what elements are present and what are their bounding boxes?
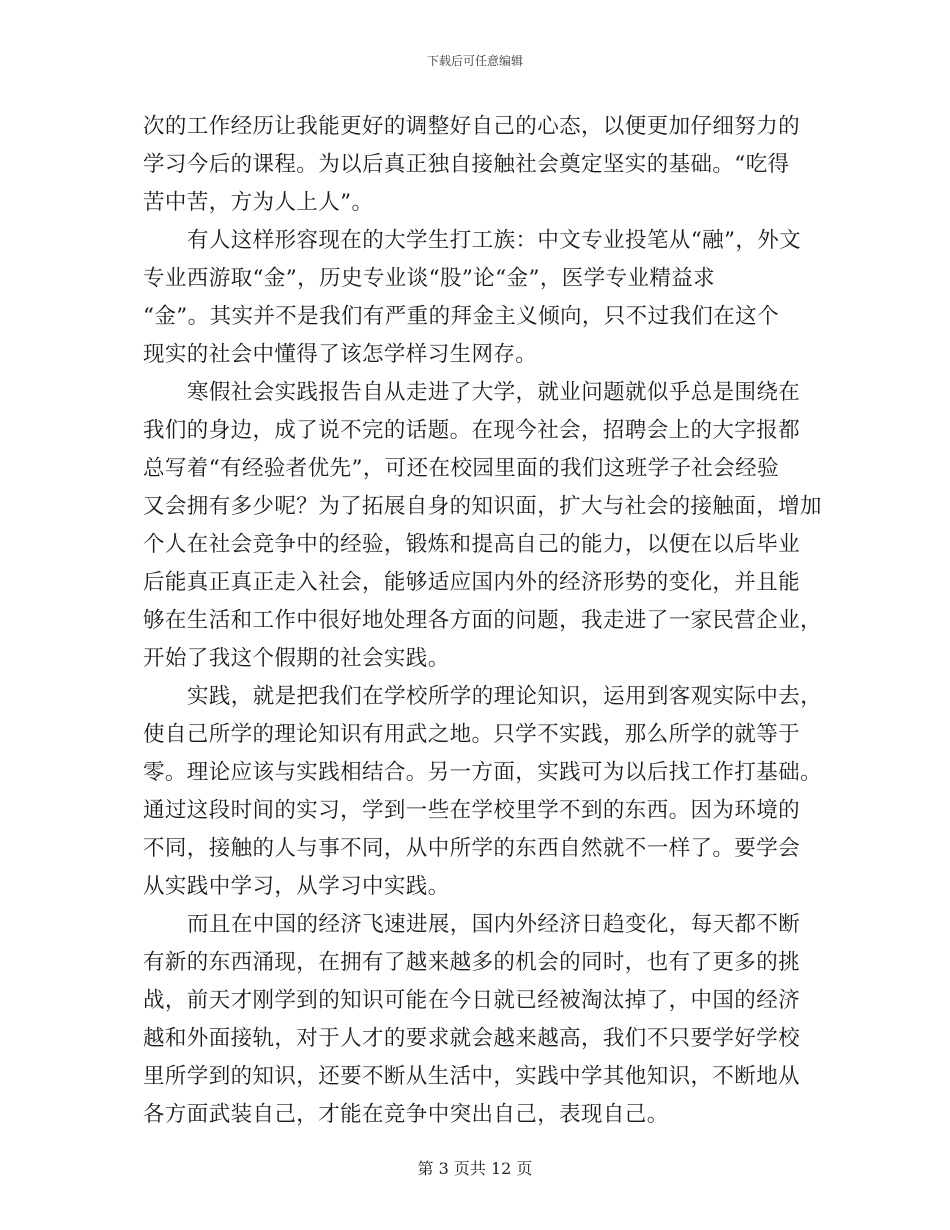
text-line: 次的工作经历让我能更好的调整好自己的心态，以便更加仔细努力的	[143, 114, 801, 139]
text-line: 后能真正真正走入社会，能够适应国内外的经济形势的变化，并且能	[143, 570, 801, 595]
text-line: 实践，就是把我们在学校所学的理论知识，运用到客观实际中去，	[187, 684, 823, 709]
text-line: 总写着“有经验者优先”，可还在校园里面的我们这班学子社会经验	[143, 456, 779, 481]
document-body	[143, 108, 823, 1134]
page-number: 第 3 页共 12 页	[417, 1159, 533, 1178]
text-line: 使自己所学的理论知识有用武之地。只学不实践，那么所学的就等于	[143, 722, 801, 747]
text-line: 专业西游取“金”，历史专业谈“股”论“金”，医学专业精益求	[143, 266, 716, 291]
text-line: 不同，接触的人与事不同，从中所学的东西自然就不一样了。要学会	[143, 836, 801, 861]
text-line: 有人这样形容现在的大学生打工族：中文专业投笔从“融”，外文	[187, 228, 802, 253]
text-line: 又会拥有多少呢？为了拓展自身的知识面，扩大与社会的接触面，增加	[143, 494, 822, 519]
text-line: 越和外面接轨，对于人才的要求就会越来越高，我们不只要学好学校	[143, 1026, 801, 1051]
text-line: 苦中苦，方为人上人”。	[143, 190, 374, 215]
text-line: “金”。其实并不是我们有严重的拜金主义倾向，只不过我们在这个	[143, 304, 779, 329]
page-header-note: 下载后可任意编辑	[426, 54, 523, 68]
text-line: 我们的身边，成了说不完的话题。在现今社会，招聘会上的大字报都	[143, 418, 801, 443]
text-line: 零。理论应该与实践相结合。另一方面，实践可为以后找工作打基础。	[143, 760, 822, 785]
text-line: 而且在中国的经济飞速进展，国内外经济日趋变化，每天都不断	[187, 912, 801, 937]
text-line: 各方面武装自己，才能在竞争中突出自己，表现自己。	[143, 1102, 669, 1127]
text-line: 现实的社会中懂得了该怎学样习生网存。	[143, 342, 538, 367]
text-line: 学习今后的课程。为以后真正独自接触社会奠定坚实的基础。“吃得	[143, 152, 790, 177]
text-line: 开始了我这个假期的社会实践。	[143, 646, 450, 671]
text-line: 够在生活和工作中很好地处理各方面的问题，我走进了一家民营企业，	[143, 608, 822, 633]
text-line: 里所学到的知识，还要不断从生活中，实践中学其他知识，不断地从	[143, 1064, 801, 1089]
text-line: 战，前天才刚学到的知识可能在今日就已经被淘汰掉了，中国的经济	[143, 988, 801, 1013]
text-line: 通过这段时间的实习，学到一些在学校里学不到的东西。因为环境的	[143, 798, 801, 823]
text-line: 个人在社会竞争中的经验，锻炼和提高自己的能力，以便在以后毕业	[143, 532, 801, 557]
text-line: 从实践中学习，从学习中实践。	[143, 874, 450, 899]
text-line: 寒假社会实践报告自从走进了大学，就业问题就似乎总是围绕在	[187, 380, 801, 405]
text-line: 有新的东西涌现，在拥有了越来越多的机会的同时，也有了更多的挑	[143, 950, 801, 975]
